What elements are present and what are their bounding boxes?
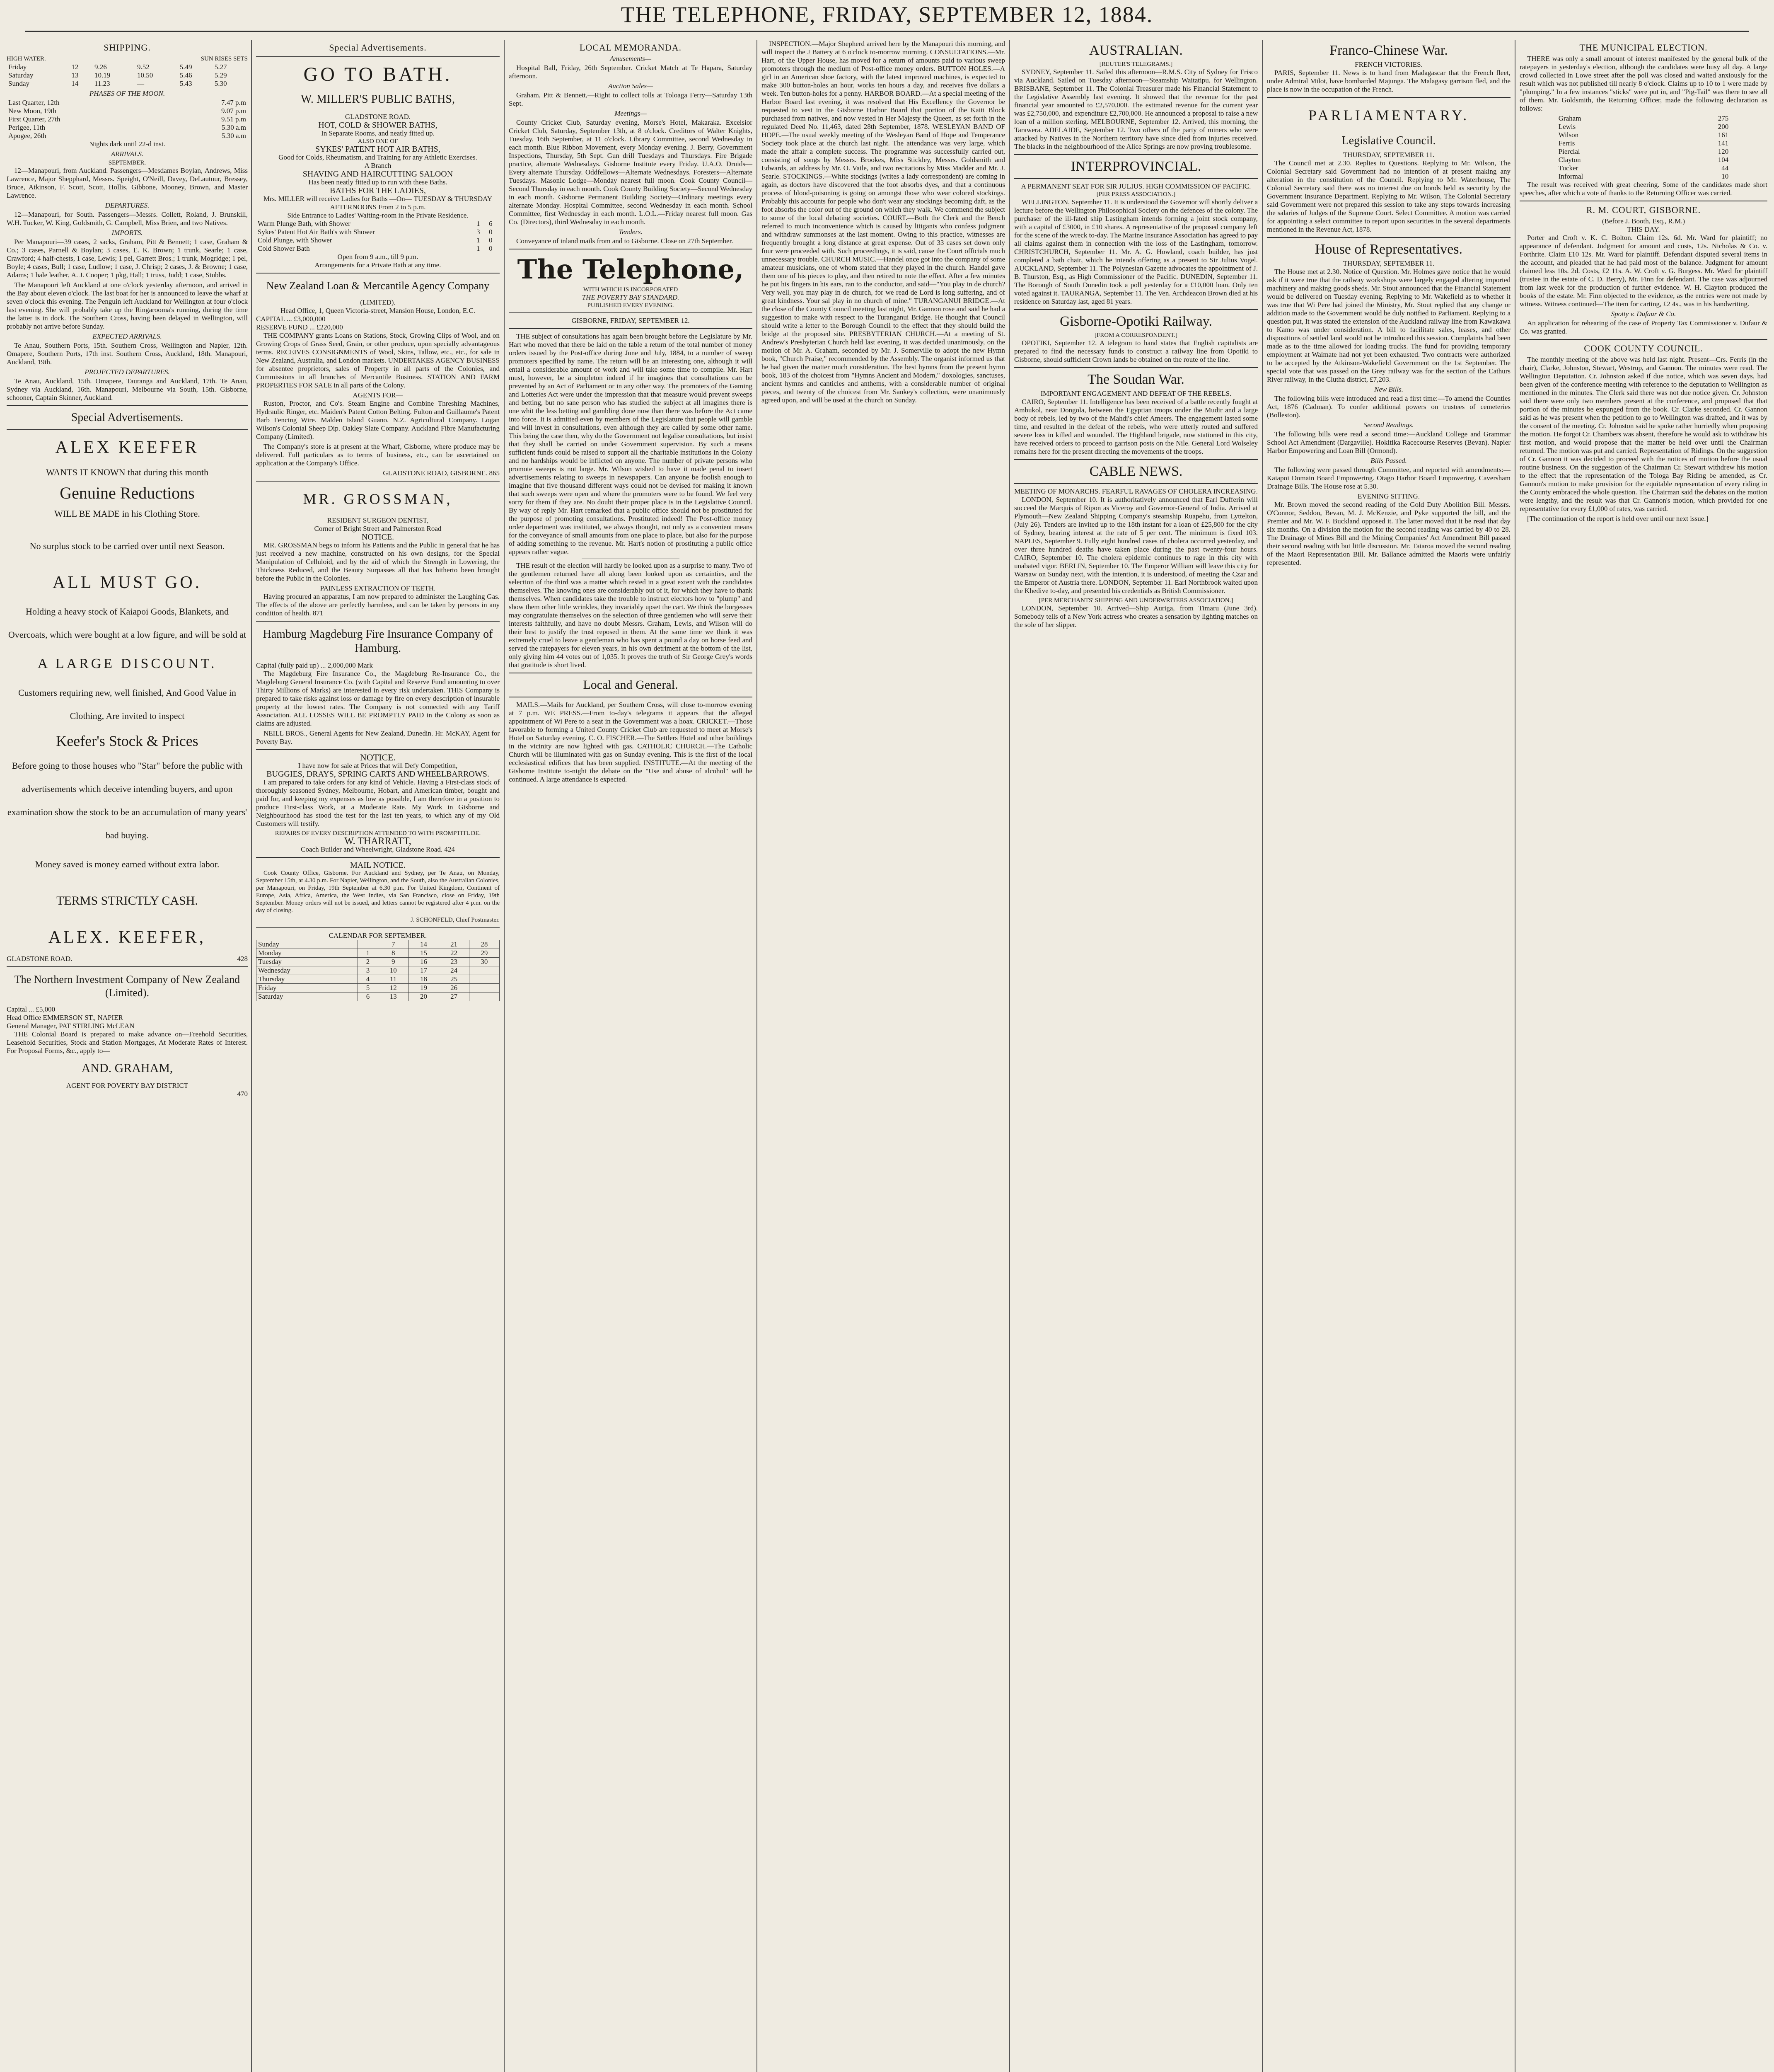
list-item: New Moon, 19th 9.07 p.m xyxy=(8,107,246,115)
table-row: Cold Plunge, with Shower 1 0 xyxy=(258,236,493,244)
bath-gladstone: GLADSTONE ROAD. xyxy=(345,113,411,121)
table-row: Friday 12 9.26 9.52 5.49 5.27 xyxy=(8,63,227,71)
press-tag: [PER PRESS ASSOCIATION.] xyxy=(1096,191,1176,198)
cable-sub: MEETING OF MONARCHS. FEARFUL RAVAGES OF CHOLERA INCREASING. xyxy=(1014,487,1258,495)
bath-prices xyxy=(256,220,500,253)
amusements-text: Hospital Ball, Friday, 26th September. Cricket Match at Te Hapara, Saturday afternoon. xyxy=(509,64,752,80)
table-row: Monday 1 8 15 22 29 xyxy=(256,949,500,958)
bills-passed-text: The following were passed through Committee, and reported with amendments:—Kaiapoi Domain Board Empowering. Otago Harbor Board Empowering. Caversham Drainage Bills. The House rose at 5.30. xyxy=(1267,466,1511,490)
hamburg-capital: Capital (fully paid up) ... 2,000,000 Mark xyxy=(256,661,373,669)
bath-ladies-note: Mrs. MILLER will receive Ladies for Baths —On— TUESDAY & THURSDAY AFTERNOONS From 2 to 5 p.m. xyxy=(263,195,493,211)
table-row: Sykes' Patent Hot Air Bath's with Shower 3 0 xyxy=(258,228,493,236)
house-heading: House of Representatives. xyxy=(1315,242,1462,257)
masthead xyxy=(0,0,1774,37)
keefer-no-surplus: No surplus stock to be carried over until next Season. xyxy=(29,541,225,551)
alex-keefer-name: ALEX KEEFER xyxy=(55,438,199,457)
grossman-addr: Corner of Bright Street and Palmerston Road xyxy=(314,525,442,533)
table-row: Friday 5 12 19 26 xyxy=(256,984,500,992)
keefer-address: GLADSTONE ROAD. xyxy=(7,955,73,963)
nights-dark: Nights dark until 22-d inst. xyxy=(89,140,165,148)
soudan-heading: The Soudan War. xyxy=(1088,372,1184,387)
table-row: Wilson 161 xyxy=(1558,131,1729,139)
masthead-rule xyxy=(25,31,1749,32)
list-item: Apogee, 26th 5.30 a.m xyxy=(8,132,246,140)
list-item: First Quarter, 27th 9.51 p.m xyxy=(8,115,246,123)
tide-header xyxy=(7,55,248,63)
mail-sign: J. SCHONFELD, Chief Postmaster. xyxy=(410,917,500,923)
column-5 xyxy=(1012,40,1260,2072)
table-row: Lewis 200 xyxy=(1558,123,1729,131)
table-row: Ferris 141 xyxy=(1558,139,1729,147)
tharratt-text: I am prepared to take orders for any kind of Vehicle. Having a First-class stock of thoroughly seasoned Sydney, Melbourne, Hobart, and American timber, bought and paid for, and keeping my expenses as low as possible, I am therefore in a position to produce First-class Work, at a Moderate Rate. My Work in Gisborne and Neighbourhood has stood the test for the last ten years, to which any of my Old Customers will testify. xyxy=(256,778,500,828)
goto-bath: GO TO BATH. xyxy=(303,63,452,85)
nzloan-footer: GLADSTONE ROAD, GISBORNE. 865 xyxy=(383,469,500,477)
merchants-text: LONDON, September 10. Arrived—Ship Auriga, from Timaru (June 3rd). Somebody tells of a New York actress who creates a sensation by lighting matches on the sole of her slipper. xyxy=(1014,604,1258,629)
hamburg-sign: NEILL BROS., General Agents for New Zealand, Dunedin. Hr. McKAY, Agent for Poverty Bay. xyxy=(256,729,500,746)
calendar-table xyxy=(256,940,500,1001)
tenders-text: Conveyance of inland mails from and to Gisborne. Close on 27th September. xyxy=(516,237,733,245)
tenders-heading: Tenders. xyxy=(619,228,643,236)
table-row: Saturday 6 13 20 27 xyxy=(256,992,500,1001)
nzloan-limited: (LIMITED). xyxy=(360,298,396,306)
council-date: THURSDAY, SEPTEMBER 11. xyxy=(1343,151,1435,159)
table-row: Tucker 44 xyxy=(1558,164,1729,172)
table-row: Warm Plunge Bath, with Shower 1 6 xyxy=(258,220,493,228)
bath-shaving-note: Has been neatly fitted up to run with these Baths. xyxy=(308,178,447,186)
table-row: Sunday 14 11.23 — 5.43 5.30 xyxy=(8,80,227,87)
franco-text: PARIS, September 11. News is to hand from Madagascar that the French fleet, under Admiral Milot, have bombarded Majunga. The Malagasy garrison fled, and the place is now in the occupation of the French. xyxy=(1267,69,1511,93)
bath-branch: A Branch xyxy=(364,162,392,169)
northern-investment-title: The Northern Investment Company of New Zealand (Limited). xyxy=(14,973,240,999)
projected-heading: PROJECTED DEPARTURES. xyxy=(85,368,170,376)
amusements-heading: Amusements— xyxy=(609,55,652,63)
election-heading: THE MUNICIPAL ELECTION. xyxy=(1579,42,1708,53)
australian-text: SYDNEY, September 11. Sailed this afternoon—R.M.S. City of Sydney for Frisco via Auckland. Sailed on Tuesday afternoon—Steamship Waitatipu, for Wellington. BRISBANE, September 11. The Colonial Treasurer made his Financial Statement to the Legislative Assembly last evening. It showed that the revenue for the past financial year amounted to £2,570,000. The estimated revenue for the current year was £2,750,000, and expenditure £2,700,000. He announced a proposal to raise a new loan of a million sterling. MELBOURNE, September 12. Arrived, this morning, the Tarawera. ADELAIDE, September 12. Two others of the party of miners who were attacked by Natives in the Northern territory have since died from injuries received. The blacks in the neighbourhood of the Alice Springs are now proving troublesome. xyxy=(1014,68,1258,150)
tharratt-addr: Coach Builder and Wheelwright, Gladstone Road. 424 xyxy=(301,845,455,853)
table-row: Wednesday 3 10 17 24 xyxy=(256,966,500,975)
new-bills-text: The following bills were introduced and read a first time:—To amend the Counties Act, 1876 (Cadman). To confer additional powers on trustees of cemeteries (Bolleston). xyxy=(1267,395,1511,419)
keefer-discount: A LARGE DISCOUNT. xyxy=(37,656,217,671)
soudan-text: CAIRO, September 11. Intelligence has been received of a battle recently fought at Ambukol, near Dongola, between the Egyptian troops under the Mudir and a large body of rebels, led by two of the Mahdi's chief Ameers. The engagement lasted some time, and resulted in the defeat of the rebels, who were utterly routed and suffered severe loss in killed and wounded. The Highland brigade, now stationed in this city, have received orders to proceed to garrison posts on the Nile. General Lord Wolseley remains here for the present directing the movements of the troops. xyxy=(1014,398,1258,455)
interprovincial-text: WELLINGTON, September 11. It is understood the Governor will shortly deliver a lecture before the Wellington Philosophical Society on the defences of the colony. The purchaser of the ill-fated ship Lastingham intends forming a joint stock company, with a capital of £3000, in £10 shares. A representative of the proposed company left for the scene of the wreck to-day. The Marine Insurance Association has agreed to pay all claims against them in connection with the loss of the Lastingham, tomorrow. CHRISTCHURCH, September 11. Mr. A. G. Howland, coach builder, has just completed a bath chair, which he intends offering as a present to Sir Julius Vogel. AUCKLAND, September 11. The Polynesian Gazette advocates the appointment of J. B. Thurston, Esq., as High Commissioner of the Pacific. DUNEDIN, September 11. The Borough of South Dunedin took a poll yesterday for a £10,000 loan. Only ten voted against it. TAURANGA, September 11. The Ven. Archdeacon Brown died at his residence on Saturday last, aged 81 years. xyxy=(1014,198,1258,305)
arrivals-text: 12—Manapouri, from Auckland. Passengers—Mesdames Boylan, Andrews, Miss Lawrence, Major Shepphard, Messrs. Speight, O'Neill, Davey, DeLautour, Bressey, Bruce, Atkinson, F. Scott, Scott, Hollis, Gibbone, Mooney, Brown, and Master Lawrence. xyxy=(7,167,248,199)
ni-manager: General Manager, PAT STIRLING McLEAN xyxy=(7,1022,135,1030)
cook-council-heading: COOK COUNTY COUNCIL. xyxy=(1584,343,1703,353)
ni-head-office: Head Office EMMERSON ST., NAPIER xyxy=(7,1014,123,1021)
sun-label: SUN RISES SETS xyxy=(201,56,248,62)
bath-open: Open from 9 a.m., till 9 p.m. xyxy=(337,253,418,261)
ni-capital: Capital ... £5,000 xyxy=(7,1005,56,1013)
table-row: Thursday 4 11 18 25 xyxy=(256,975,500,984)
bath-shaving: SHAVING AND HAIRCUTTING SALOON xyxy=(302,169,453,179)
table-row: Piercial 120 xyxy=(1558,148,1729,155)
table-row: Sunday 7 14 21 28 xyxy=(256,940,500,949)
hamburg-title: Hamburg Magdeburg Fire Insurance Company of Hamburg. xyxy=(263,628,493,655)
table-row: Saturday 13 10.19 10.50 5.46 5.29 xyxy=(8,71,227,79)
column-4 xyxy=(759,40,1008,2072)
nzloan-title: New Zealand Loan & Mercantile Agency Company xyxy=(266,280,490,292)
bath-sykes: SYKES' PATENT HOT AIR BATHS, xyxy=(315,145,440,154)
evening-heading: EVENING SITTING. xyxy=(1357,492,1420,500)
council-text: The Council met at 2.30. Replies to Questions. Replying to Mr. Wilson, The Colonial Secretary said Government had no intention of at present making any alteration in the constitution of the Council. Replying to Mr. Waterhouse, The Colonial Secretary said there was no interest due on bonds held as security by the Government Insurance Department. Replying to Mr. Wilson, The Colonial Secretary said Government were not prepared this session to take any steps towards increasing the salaries of Judges of the Supreme Court. Select Committee. A motion was carried for appointing a select committee to report upon securities in the several departments mentioned in the Revenue Act, 1878. xyxy=(1267,159,1511,233)
mail-text: Cook County Office, Gisborne. For Auckland and Sydney, per Te Anau, on Monday, September 15th, at 4.30 p.m. For Napier, Wellington, and the South, also the Australian Colonies, per Manapouri, on Friday, 19th September at 6.30 p.m. For United Kingdom, Continent of Europe, Asia, Africa, America, the West Indies, via San Francisco, close on Friday, 19th September. Money orders will not be issued, and letters cannot be registered after 4 p.m. on the day of closing. xyxy=(256,870,500,914)
miller-baths: W. MILLER'S PUBLIC BATHS, xyxy=(301,93,455,106)
column-3 xyxy=(506,40,755,2072)
rm-court-heading: R. M. COURT, GISBORNE. xyxy=(1586,205,1701,215)
tharratt-intro: I have now for sale at Prices that will Defy Competition, xyxy=(298,762,458,770)
painless-heading: PAINLESS EXTRACTION OF TEETH. xyxy=(320,584,436,592)
expected-heading: EXPECTED ARRIVALS. xyxy=(92,332,162,340)
rm-text: Porter and Croft v. K. C. Bolton. Claim 12s. 6d. Mr. Ward for plaintiff; no appearance of defendant. Judgment for amount and costs, 12s. Nicholas & Co. v. Forthrite. Claim £10 12s. Mr. Ward for plaintiff. Defendant disputed several items in the account, and pleaded that he had paid most of the balance. Judgment for amount claimed less 10s. 2d. Costs, £2 11s. A. W. Croft v. G. Burgess. Mr. Ward for plaintiff (trustee in the estate of C. D. Berry), Mr. Finn for defendant. The case was adjourned from last week for the production of further evidence. W. H. Clayton produced the books of the estate. Mr. Finn objected to the evidence, as the entries were not made by witness. Witness continued—The item for carting, £2 4s., was in his handwriting. xyxy=(1520,234,1767,308)
grossman-sub: RESIDENT SURGEON DENTIST, xyxy=(327,516,429,524)
tharratt-notice: NOTICE. xyxy=(360,752,396,762)
keefer-signature: ALEX. KEEFER, xyxy=(48,928,206,947)
calendar-heading: CALENDAR FOR SEPTEMBER. xyxy=(329,932,427,939)
bath-separate: In Separate Rooms, and neatly fitted up. xyxy=(321,129,435,137)
parliamentary-heading: PARLIAMENTARY. xyxy=(1308,107,1469,123)
meetings-text: County Cricket Club, Saturday evening, Morse's Hotel, Makaraka. Excelsior Cricket Club, Saturday, September 13th, at 8 o'clock. Creditors of Walter Knights, Tuesday, 16th September, at 11 o'clock. Library Committee, second Wednesday in each month. Blue Ribbon Movement, every Monday evening. J. Berry, Government Inspections, Thursday, 5th Sept. Gun drill Tuesdays and Thursdays. Fire Brigade practice, alternate Wednesdays. Gisborne Institute every Friday. U.A.O. Druids—Every alternate Thursday. Oddfellows—Alternate Wednesdays. Foresters—Alternate Tuesdays. Masonic Lodge—Monday nearest full moon. Cook County Council—Second Thursday in each month. Cook County Building Society—Second Wednesday in each month. Gisborne Permanent Building Society—Ordinary meetings every alternate Monday. Hospital Committee, second Wednesday in each month. School Committee, first Wednesday in each month. L.O.L.—Friday nearest full moon. Gas Co. (Directors), third Wednesday in each month. xyxy=(509,119,752,226)
projected-text: Te Anau, Auckland, 15th. Omapere, Tauranga and Auckland, 17th. Te Anau, Sydney via Auckland, 16th. Manapouri, Melbourne via South, 15th. Gisborne, schooner, Captain Skinner, Auckland. xyxy=(7,377,248,402)
second-reading-heading: Second Readings. xyxy=(1363,421,1414,429)
nzloan-agents-for: AGENTS FOR— xyxy=(353,391,403,399)
local-memoranda-heading: LOCAL MEMORANDA. xyxy=(579,42,682,53)
bath-ladies: BATHS FOR THE LADIES, xyxy=(330,186,426,195)
shipping-heading: SHIPPING. xyxy=(104,42,151,53)
keefer-holding: Holding a heavy stock of Kaiapoi Goods, Blankets, and Overcoats, which were bought at a low figure, and will be sold at xyxy=(8,606,247,640)
bath-hot-cold: HOT, COLD & SHOWER BATHS, xyxy=(318,121,437,130)
phases-heading: PHASES OF THE MOON. xyxy=(89,90,165,97)
tharratt-repairs: REPAIRS OF EVERY DESCRIPTION ATTENDED TO WITH PROMPTITUDE. xyxy=(275,830,481,837)
keefer-intro: WANTS IT KNOWN that during this month xyxy=(46,467,208,477)
arrivals-sub: SEPTEMBER. xyxy=(108,160,146,166)
railway-text: OPOTIKI, September 12. A telegram to hand states that English capitalists are prepared to find the necessary funds to construct a railway line from Opotiki to Gisborne, should sufficient Crown lands be obtained on the route of the line. xyxy=(1014,339,1258,363)
cable-text: LONDON, September 10. It is authoritatively announced that Earl Dufferin will succeed the Marquis of Ripon as Viceroy and Governor-General of India. Arrived at Plymouth—New Zealand Shipping Company's steamship Ruapehu, from Lyttelton, (July 26). Tenders are invited up to the 18th instant for a loan of £25,800 for the city of Sydney, bearing interest at the rate of 5 per cent. The minimum is fixed 103. NAPLES, September 9. Fully eight hundred cases of cholera occurred yesterday, and over three hundred deaths have taken place during the past twenty-four hours. CAIRO, September 10. The cholera epidemic continues to rage in this city with unabated vigor. BERLIN, September 10. The Emperor William will leave this city for Warsaw on Sunday next, with the intention, it is understood, of meeting the Czar and the Emperor of Austria there. LONDON, September 11. Earl Northbrook waited upon the Khedive to-day, and presented his credentials as British Commissioner. xyxy=(1014,496,1258,595)
rm-this-day: THIS DAY. xyxy=(1627,225,1660,233)
table-row: Graham 275 xyxy=(1558,114,1729,122)
ni-agent: AND. GRAHAM, xyxy=(81,1061,173,1075)
keefer-stock-prices: Keefer's Stock & Prices xyxy=(56,733,198,749)
rm-before: (Before J. Booth, Esq., R.M.) xyxy=(1602,217,1685,225)
painless-text: Having procured an apparatus, I am now prepared to administer the Laughing Gas. The effects of the above are perfectly harmless, and can be taken by persons in any condition of health. 871 xyxy=(256,593,500,617)
hamburg-text: The Magdeburg Fire Insurance Co., the Magdeburg Re-Insurance Co., the Magdeburg General Insurance Co. (with Capital and Reserve Fund amounting to over Thirty Millions of Marks) are interested in every risk undertaken. THIS Company is prepared to take risks against loss or damage by fire on every description of insurable property at the lowest rates. The Company is not connected with any Tariff Association. ALL LOSSES WILL BE PROMPTLY PAID in the Colony as soon as claims are adjusted. xyxy=(256,670,500,727)
nzloan-office: Head Office, 1, Queen Victoria-street, Mansion House, London, E.C. xyxy=(280,307,475,315)
bath-also: ALSO ONE OF xyxy=(358,138,398,145)
keefer-customers: Customers requiring new, well finished, And Good Value in Clothing, Are invited to inspect xyxy=(18,687,237,721)
nzloan-text: THE COMPANY grants Loans on Stations, Stock, Growing Clips of Wool, and on Growing Crops of Grass Seed, Grain, or other produce, upon specially advantageous terms. RECEIVES CONSIGNMENTS of Wool, Skins, Tallow, etc., etc., for sale in New Zealand, Australia, and London markets. UNDERTAKES AGENCY BUSINESS for absentee proprietors, sales of Property in all parts of the Colonies, and Commissions in all branches of Mercantile Business. STATION AND FARM PROPERTIES FOR SALE in all parts of the Colony. xyxy=(256,332,500,389)
meetings-heading: Meetings— xyxy=(614,109,647,117)
keefer-terms: TERMS STRICTLY CASH. xyxy=(56,894,198,908)
column-7 xyxy=(1517,40,1770,2072)
interprovincial-heading: INTERPROVINCIAL. xyxy=(1071,159,1201,174)
keefer-money-saved: Money saved is money earned without extra labor. xyxy=(35,859,220,869)
commission-heading: A PERMANENT SEAT FOR SIR JULIUS. HIGH COMMISSION OF PACIFIC. xyxy=(1021,182,1251,190)
grossman-notice: NOTICE. xyxy=(361,533,394,542)
paper-sub3: PUBLISHED EVERY EVENING. xyxy=(587,302,674,309)
column-2 xyxy=(254,40,502,2072)
cable-heading: CABLE NEWS. xyxy=(1089,464,1183,479)
paper-sub2: THE POVERTY BAY STANDARD. xyxy=(582,293,679,301)
newspaper-title: THE TELEPHONE, FRIDAY, SEPTEMBER 12, 1884. xyxy=(621,2,1153,27)
franco-heading: Franco-Chinese War. xyxy=(1329,43,1448,58)
table-row: Clayton 104 xyxy=(1558,156,1729,164)
continued-note: [The continuation of the report is held over until our next issue.] xyxy=(1527,515,1709,523)
cook-council-text: The monthly meeting of the above was held last night. Present—Crs. Ferris (in the chair), Clarke, Johnston, Stewart, Westrup, and Gannon. The minutes were read. The Wellington Deputation. Cr. Johnston asked if due notice, which was seven days, had been given of the conference meeting with reference to the deputation to Wellington as mentioned in the minutes. The Clerk said there was not due notice given. Cr. Johnston said there were only two members present at the conference, and proposed that that portion of the minutes be expunged from the book. Cr. Clarke seconded. Cr. Gannon said as he was present when the petition to go to Wellington was drafted, and it was by the consent of the meeting. Cr. Johnston said he spoke rather hurriedly when proposing the motion. He forgot Cr. Chambers was absent, therefore he would ask to withdraw his first motion, and would propose that the matter be held over until the Chairman returned. The motion was put and carried. Representation of Ridings. On the suggestion of Cr. Gannon it was decided to proceed with the notices of motion before the usual routine business. On the suggestion of the Chairman Cr. Stewart withdrew his motion to the effect that the representation of the Tologa Bay Riding be amended, as Cr. Gannon's motion to make provision for the equitable representation of every riding in the County embraced the whole question. The Chairman said the debates on the motion were lengthy, and the result was that Cr. Gannon's motion, which provided for one representative for every £1,000 of rates, was carried. xyxy=(1520,356,1767,513)
gisborne-opotiki-heading: Gisborne-Opotiki Railway. xyxy=(1060,314,1212,329)
keefer-before: Before going to those houses who "Star" before the public with advertisements which deceive intending buyers, and upon examination show the stock to be an accumulation of many years' bad buying. xyxy=(7,760,247,840)
nzloan-reserve: RESERVE FUND ... £220,000 xyxy=(256,323,343,331)
editorial-1: THE subject of consultations has again been brought before the Legislature by Mr. Hart who moved that there be laid on the table a return of the total number of money orders issued by the Post-office during June and July, 1884, to a number of sweep promoters specified by name. The return will be an interesting one, although it will entail a considerable amount of work and will take some time to compile. Mr. Hart must, however, be a simpleton indeed if he imagines that consultations can be prevented by an Act of Parliament or in any other way. The promoters of the Gaming and Lotteries Act were under the impression that that measure would prevent sweeps and betting, but no sane person who has studied the subject at all imagines there is one whit the less betting and gambling done now than there was before the Act came into force. It is admitted even by members of the Legislature that people will gamble and will invest in consultations, even although they are called by some other name. This being the case then, why do the Government not legalise consultations, but insist that they shall be carried on under Government supervision. By such a means sufficient funds could be raised to support all the charitable institutions in the Colony and no hardships would be inflicted on anyone. The number of private persons who promote sweeps is not large. Mr. Wilson wished to have it made penal to insert advertisements relating to sweeps in newspapers. Can anyone be foolish enough to imagine that five thousand different ways could not be devised for making it known that such sweeps were open and where the promoters were to be found. We feel very sorry for them if they are. No doubt their proper place is in the Legislative Council. By way of reply Mr. Hart remarked that a public office should not be prostituted for the purpose of promoting consultations. Prostituted indeed! The Post-office money order department was instituted, we always thought, not only as a convenient means for the conveyance of small amounts from one place to place, but also for the purpose of adding something to the revenue. Mr. Hart's notion of prostituting a public office appears rather vague. xyxy=(509,332,752,556)
election-end: The result was received with great cheering. Some of the candidates made short speeches, after which a vote of thanks to the Returning Officer was carried. xyxy=(1520,181,1767,197)
ni-text: THE Colonial Board is prepared to make advance on—Freehold Securities, Leasehold Securities, Stock and Station Mortgages, At Moderate Rates of Interest. For Proposal Forms, &c., apply to— xyxy=(7,1030,248,1055)
editorial-2: THE result of the election will hardly be looked upon as a surprise to many. Two of the gentlemen returned have all along been looked upon as certainties, and the selection of the third was a matter which rested in a great extent with the candidates themselves. The knowing ones are considerably out of it, for which they have to thank themselves. When candidates take the trouble to instruct electors how to "plump" and show them other little wrinkles, they invariably upset the cart. We think the burgesses may congratulate themselves on the selection of three gentlemen who will serve their interests faithfully, and have no doubt Messrs. Graham, Lewis, and Wilson will do their best to justify the trust reposed in them. At the same time we think it was extremely cruel to leave a gentleman who has spent a pound a day on horse feed and served the ratepayers for eleven years, in his own detriment at the bottom of the list, only giving him 44 votes out of 1,035. It proves the truth of Sir George Grey's words that gratitude is short lived. xyxy=(509,562,752,669)
keefer-reductions: Genuine Reductions xyxy=(60,484,195,502)
nzloan-store: The Company's store is at present at the Wharf, Gisborne, where produce may be delivered. Full particulars as to terms of business, etc., can be ascertained on application at the Company's Office. xyxy=(256,443,500,467)
column-6 xyxy=(1264,40,1513,2072)
election-results xyxy=(1557,114,1730,181)
nzloan-capital: CAPITAL ... £3,000,000 xyxy=(256,315,326,323)
paper-title: The Telephone, xyxy=(517,254,744,285)
australian-heading: AUSTRALIAN. xyxy=(1089,43,1183,58)
tide-table xyxy=(7,63,248,88)
grossman-text: MR. GROSSMAN begs to inform his Patients and the Public in general that he has just received a new machine, constructed on his own designs, for the Special Manipulation of Celluloid, and by the aid of which the Strength in Lowering, the Thickness Reduced, and the Beauty Surpasses all that has hitherto been brought before the Public in the Colonies. xyxy=(256,541,500,582)
list-item: Perigee, 11th 5.30 a.m xyxy=(8,123,246,131)
paper-date: GISBORNE, FRIDAY, SEPTEMBER 12. xyxy=(571,317,690,324)
imports-text: Per Manapouri—39 cases, 2 sacks, Graham, Pitt & Bennett; 1 case, Graham & Co.; 3 cases, Parnell & Boylan; 3 cases, E. K. Brown; 1 trunk, Searle; 1 case, Crawford; 4 half-chests, 1 case, Lewis; 1 pel, Garrett Bros.; 1 trunk, Mogridge; 1 pel, Boyle; 4 cases, Bull; 1 case, Ludlow; 1 case, J. Chrisp; 2 cases, J. & Browne; 1 case, Adams; 1 bale leather, A. J. Cooper; 1 pkg, Hall; 1 truss, Judd; 1 case, Stubbs. xyxy=(7,238,248,279)
special-ads-heading-2: Special Advertisements. xyxy=(329,42,427,53)
nzloan-agents: Ruston, Proctor, and Co's. Steam Engine and Combine Threshing Machines, Hydraulic Ringer, etc. Maiden's Patent Cotton Belting. Fulton and Guillaume's Patent Barb Fencing Wire. Malden Island Guano. N.Z. Agricultural Company. Logan Wilson's Colonial Sheep Dip. Oakley Slate Company. Auckland Fibre Manufacturing Company (Limited). xyxy=(256,399,500,441)
spotty-heading: Spotty v. Dufaur & Co. xyxy=(1611,310,1676,318)
second-reading-text: The following bills were read a second time:—Auckland College and Grammar School Act Amendment (Dargaville). Hokitika Racecourse Reserves (Bevan). Napier Harbor Empowering and Loan Bill (Ormond). xyxy=(1267,430,1511,455)
tharratt-name: W. THARRATT, xyxy=(344,836,411,847)
local-paragraphs: INSPECTION.—Major Shepherd arrived here by the Manapouri this morning, and will inspect the J Battery at 6 o'clock to-morrow morning. CONSULTATIONS.—Mr. Hart, of the Upper House, has moved for a return of amounts paid to various sweep promoters through the medium of Post-office money orders. BUTTON HOLES.—A girl in an American shoe factory, with the latest improved machines, is expected to make 300 button-holes an hour, works ten hours a day, and receives five dollars a week. Ten button-holes for a penny. HARBOR BOARD.—At a special meeting of the Harbor Board last evening, it was resolved that His Excellency the Governor be requested to vest in the Gisborne Harbor Board that portion of the Kaiti Block purchased from natives, and now vested in Her Majesty the Queen, as set forth in the regulated Deed No. 11,463, dated 28th September, 1878. WESLEYAN BAND OF HOPE.—The usual weekly meeting of the Wesleyan Band of Hope and Temperance Society took place at the church last night. The attendance was very large, which made the affair a complete success. The programme was successfully carried out, consisting of songs by Messrs. Brookes, Miss Stickley, Messrs. Goldsmith and Edwards, an address by Mr. O. Vaile, and two recitations by Miss Madder and Mr. J. Searle. STOCKINGS.—White stockings (writes a lady correspondent) are coming in again, as doctors have discovered that the foot absorbs dyes, and that a continuous process of blood-poisoning is going on amongst those who wear colored stockings. Probably this accounts for people who don't wear any stockings becoming daft, as the foot absorbs the color out of the ground on which they walk. We commend the subject to some of the local debating societies. COURT.—Both the Clerk and the Bench referred to much inconvenience which is caused by litigants who confess judgment and withdraw summonses at the last moment. Owing to this practice, witnesses are frequently brought a long distance at great expense. Out of 33 cases set down only four were proceeded with. Such proceedings, it is said, cause the Court officials much unnecessary trouble. CHURCH MUSIC.—Handel once got into the company of some amateur musicians, one of whom stated that they played in the church. Handel gave them one of his pieces to play, and then retired to note the effect. After a few minutes he put his fingers in his ears, ran to the conductor, and said—"You play in de church? Very well, you may play in de church, for we read de Lord is long suffering, and of great kindness. Your sal play in no church of mine." TURANGANUI BRIDGE.—At the close of the County Council meeting last night, Mr. Gannon rose and said he had a suggestion to make with respect to the Turanganui Bridge. He thought that Council should write a letter to the Borough Council to the effect that they should build the bridge at the proposed site. PRESBYTERIAN CHURCH.—At a meeting of St. Andrew's Presbyterian Church held last evening, it was decided unanimously, on the motion of Mr. A. Graham, seconded by Mr. J. Somerville to adopt the new Hymn book, "Church Praise," recommended by the Assembly. The organist informed us that he had given the matter much consideration. The best hymns from the present hymn book, 183 of the choicest from "Hymns Ancient and Modern," doxologies, sanctuses, ancient hymns and canticles and anthems, with a considerable number of original pieces, and twenty of the choicest from Mr. Sankey's collection, were unanimously agreed upon, and will be used at the church on Sunday. xyxy=(761,40,1005,404)
bath-good-for: Good for Colds, Rheumatism, and Training for any Athletic Exercises. xyxy=(278,153,477,161)
evening-text: Mr. Brown moved the second reading of the Gold Duty Abolition Bill. Messrs. O'Connor, Seddon, Bevan, M. J. McKenzie, and Pyke supported the bill, and the Premier and Mr. W. F. Buckland opposed it. The latter moved that it be read that day six months. On a division the motion for the second reading was carried by 40 to 28. The Drainage of Mines Bill and the Mining Companies' Act Amendment Bill passed their second reading with but little discussion. Mr. Taiaroa moved the second reading of the Maori Representation Bill. Mr. Ballance admitted the Maoris were unfairly represented. xyxy=(1267,501,1511,566)
spotty-text: An application for rehearing of the case of Property Tax Commissioner v. Dufaur & Co. was granted. xyxy=(1520,319,1767,335)
moon-phases xyxy=(7,99,248,140)
table-row: Informal 10 xyxy=(1558,172,1729,180)
mail-heading: MAIL NOTICE. xyxy=(350,861,406,870)
paper-sub1: WITH WHICH IS INCORPORATED xyxy=(583,286,678,293)
local-general-heading: Local and General. xyxy=(583,678,678,692)
table-row: Tuesday 2 9 16 23 30 xyxy=(256,958,500,966)
shipping-notes: The Manapouri left Auckland at one o'clock yesterday afternoon, and arrived in the Bay about eleven o'clock. The last boat for her is announced to leave the wharf at seven o'clock this evening. The Penguin left Auckland for Wellington at four o'clock last evening. She will probably take up the Ringarooma's running, during the time the latter is in dock. The Southern Cross, having been delayed in Wellington, will probably not arrive before Sunday. xyxy=(7,281,248,330)
keefer-clothing: WILL BE MADE in his Clothing Store. xyxy=(54,508,200,519)
ni-ad-number: 470 xyxy=(237,1090,248,1098)
tharratt-goods: BUGGIES, DRAYS, SPRING CARTS AND WHEELBARROWS. xyxy=(266,770,489,779)
departures-heading: DEPARTURES. xyxy=(105,201,150,209)
special-ads-heading: Special Advertisements. xyxy=(71,411,184,424)
soudan-sub: IMPORTANT ENGAGEMENT AND DEFEAT OF THE REBELS. xyxy=(1040,390,1232,397)
new-bills-heading: New Bills. xyxy=(1374,385,1403,393)
house-date: THURSDAY, SEPTEMBER 11. xyxy=(1343,259,1435,267)
list-item: Last Quarter, 12th 7.47 p.m xyxy=(8,99,246,107)
election-text: THERE was only a small amount of interest manifested by the general bulk of the ratepayers in yesterday's election, although the candidates were busy all day. A large crowd collected in Lowe street after the poll was closed and waited anxiously for the result which was not published till nearly 8 o'clock. Claims up to 10 to 1 were made by "plumping." In a few instances "sticks" were put in, and "Pig-Tail" was there to see all of them. Mr. Goldsmith, the Returning Officer, made the following declaration as follows: xyxy=(1520,55,1767,112)
franco-sub: FRENCH VICTORIES. xyxy=(1355,61,1423,68)
ni-agent-title: AGENT FOR POVERTY BAY DISTRICT xyxy=(66,1082,189,1089)
local-general-text: MAILS.—Mails for Auckland, per Southern Cross, will close to-morrow evening at 7 p.m. WE PRESS.—From to-day's telegrams it appears that the alleged appointment of Wi Pere to a seat in the Government was a hoax. CRICKET.—Those favorable to forming a United County Cricket Club are requested to meet at Morse's Hotel on Saturday evening. C. O. FISCHER.—The Settlers Hotel and other buildings in the vicinity are now lighted with gas. CATHOLIC CHURCH.—The Catholic Church will be illuminated with gas on Sunday evening. This is the first of the local ecclesiastical edifices that has been supplied. INSTITUTE.—At the meeting of the Gisborne Institute to-night the debate on the "Use and abuse of alcohol" will be continued. A large attendance is expected. xyxy=(509,701,752,783)
column-1 xyxy=(4,40,250,2072)
auction-text: Graham, Pitt & Bennett,—Right to collect tolls at Toloaga Ferry—Saturday 13th Sept. xyxy=(509,91,752,107)
bills-passed-heading: Bills Passed. xyxy=(1370,457,1407,465)
grossman-title: MR. GROSSMAN, xyxy=(303,491,453,507)
house-text: The House met at 2.30. Notice of Question. Mr. Holmes gave notice that he would ask if it were true that the railway workshops were largely engaged altering imported machinery and making goods sheds. Mr. Stout announced that the Financial Statement would be delivered on Tuesday evening. Replying to Mr. Wakefield as to whether it was true that Wi Pere had joined the Ministry, Mr. Stout replied that any change or addition made to the Government would be duly notified to Parliament. Replying to a question put, It was stated the extension of the Auckland railway line from Kawakawa to Kamo was under consideration. A bill to facilitate sales, leases, and other dispositions of settled land would not be introduced this session. Complaints had been made as to the time allowed for loading trucks. The fund for providing temporary employment at Waimate had not yet been exhausted. Two contracts were authorized to be accepted by the Atkinson-Wakefield Government on the 1st September. The special vote that was passed on the Grey railway was for the section of the Cathurs River railway, in the Clutha district, £7,203. xyxy=(1267,268,1511,383)
council-heading: Legislative Council. xyxy=(1341,134,1436,147)
correspondent-tag: [FROM A CORRESPONDENT.] xyxy=(1094,332,1178,339)
arrivals-heading: ARRIVALS. xyxy=(111,150,144,158)
bath-arrangements: Arrangements for a Private Bath at any time. xyxy=(314,261,441,269)
departures-text: 12—Manapouri, for South. Passengers—Messrs. Collett, Roland, J. Brunskill, W.H. Tucker, W. King, Goldsmith, G. Campbell, Miss Brien, and two Natives. xyxy=(7,211,248,227)
keefer-ad-number: 428 xyxy=(237,955,248,963)
merchants-tag: [PER MERCHANTS' SHIPPING AND UNDERWRITERS ASSOCIATION.] xyxy=(1039,597,1233,604)
reuters-tag: [REUTER'S TELEGRAMS.] xyxy=(1099,61,1173,68)
auction-heading: Auction Sales— xyxy=(608,82,653,90)
high-water-label: HIGH WATER. xyxy=(7,56,46,62)
bath-side-entrance: Side Entrance to Ladies' Waiting-room in the Private Residence. xyxy=(287,211,469,219)
expected-text: Te Anau, Southern Ports, 15th. Southern Cross, Wellington and Napier, 12th. Omapere, Southern Ports, 17th inst. Southern Cross, Auckland, 18th. Manapouri, Auckland, 19th. xyxy=(7,341,248,366)
table-row: Cold Shower Bath 1 0 xyxy=(258,244,493,252)
keefer-all-must-go: ALL MUST GO. xyxy=(52,573,202,592)
imports-heading: IMPORTS. xyxy=(111,229,143,237)
